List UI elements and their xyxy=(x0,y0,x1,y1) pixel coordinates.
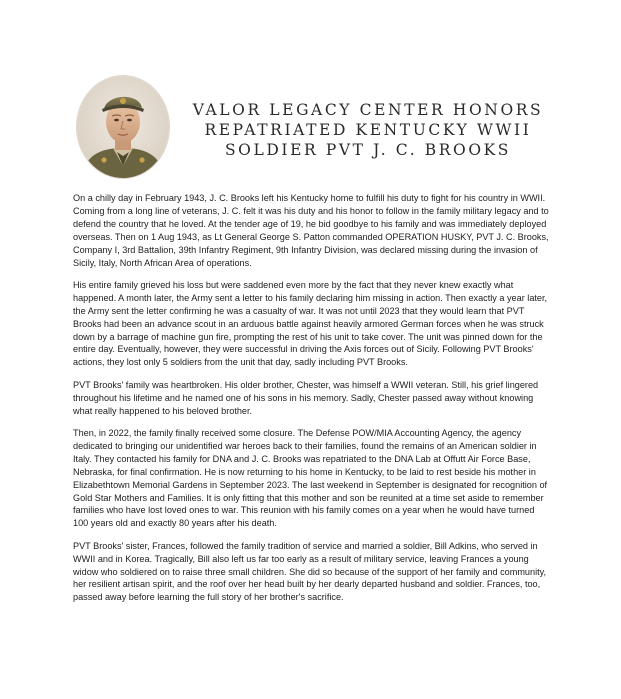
page-bottom-fade xyxy=(0,691,621,699)
article-headline xyxy=(178,100,558,160)
paragraph-2: His entire family grieved his loss but were saddened even more by the fact that they never knew exactly what happened. A month later, the Army sent a letter to his family declaring him missing in action. Then exactly a year later, the Army sent the letter confirming he was a casualty of war. It was not until 2023 that they would learn that PVT Brooks had been an advance scout in an arduous battle against heavily armored German forces when he was struck down by a barrage of machine gun fire, prompting the rest of his unit to take cover. The unit was pinned down for the entire day. Eventually, however, they were successful in driving the Axis forces out of Sicily. Following PVT Brooks' actions, they lost only 5 soldiers from the unit that day, sadly including PVT Brooks. xyxy=(73,279,548,368)
paragraph-1: On a chilly day in February 1943, J. C. Brooks left his Kentucky home to fulfill his duty to fight for his country in WWII. Coming from a long line of veterans, J. C. felt it was his duty and his honor to follow in the family military legacy and to defend the country that he loved. At the tender age of 19, he bid goodbye to his family and was immediately deployed overseas. Then on 1 Aug 1943, as Lt General George S. Patton commanded OPERATION HUSKY, PVT J. C. Brooks, Company I, 3rd Battalion, 39th Infantry Regiment, 9th Infantry Division, was declared missing during the invasion of Sicily, Italy, North African Area of operations. xyxy=(73,193,549,268)
headline-line-2: REPATRIATED KENTUCKY WWII xyxy=(204,121,532,139)
headline-line-1: VALOR LEGACY CENTER HONORS xyxy=(192,101,544,119)
paragraph-5: PVT Brooks' sister, Frances, followed the family tradition of service and married a soldier, Bill Adkins, who served in WWII and in Korea. Tragically, Bill also left us far too early as a result of military service, leaving Frances a young widow who soldiered on to raise three small children. She did so because of the support of her family and community, her resilient artisan spirit, and the roof over her head built by her dearly departed husband and soldier. Frances, too, passed away before learning the full story of her brother's sacrifice. xyxy=(73,540,547,603)
soldier-portrait xyxy=(77,76,169,178)
paragraph-4: Then, in 2022, the family finally received some closure. The Defense POW/MIA Accounting Agency, the agency dedicated to bringing our unidentified war heroes back to their families, found the remains of an American soldier in Italy. They contacted his family for DNA and J. C. Brooks was repatriated to the DNA Lab at Offutt Air Force Base, Nebraska, for final confirmation. He is now returning to his home in Kentucky, to be laid to rest beside his mother in Elizabethtown Memorial Gardens in September 2023. The last weekend in September is designated for recognition of Gold Star Mothers and Families. It is only fitting that this mother and son be reunited at a time set aside to remember families who have lost loved ones to war. This reunion with his family comes on a year when he would have turned 100 years old and exactly 80 years after his death. xyxy=(73,428,548,529)
soldier-portrait-image xyxy=(77,76,169,178)
article-body xyxy=(73,192,551,614)
paragraph-3: PVT Brooks' family was heartbroken. His older brother, Chester, was himself a WWII veteran. Still, his grief lingered throughout his lifetime and he named one of his sons in his memory. Sadly, Chester passed away without knowing what really happened to his beloved brother. xyxy=(73,379,539,416)
headline-line-3: SOLDIER PVT J. C. BROOKS xyxy=(224,141,512,159)
